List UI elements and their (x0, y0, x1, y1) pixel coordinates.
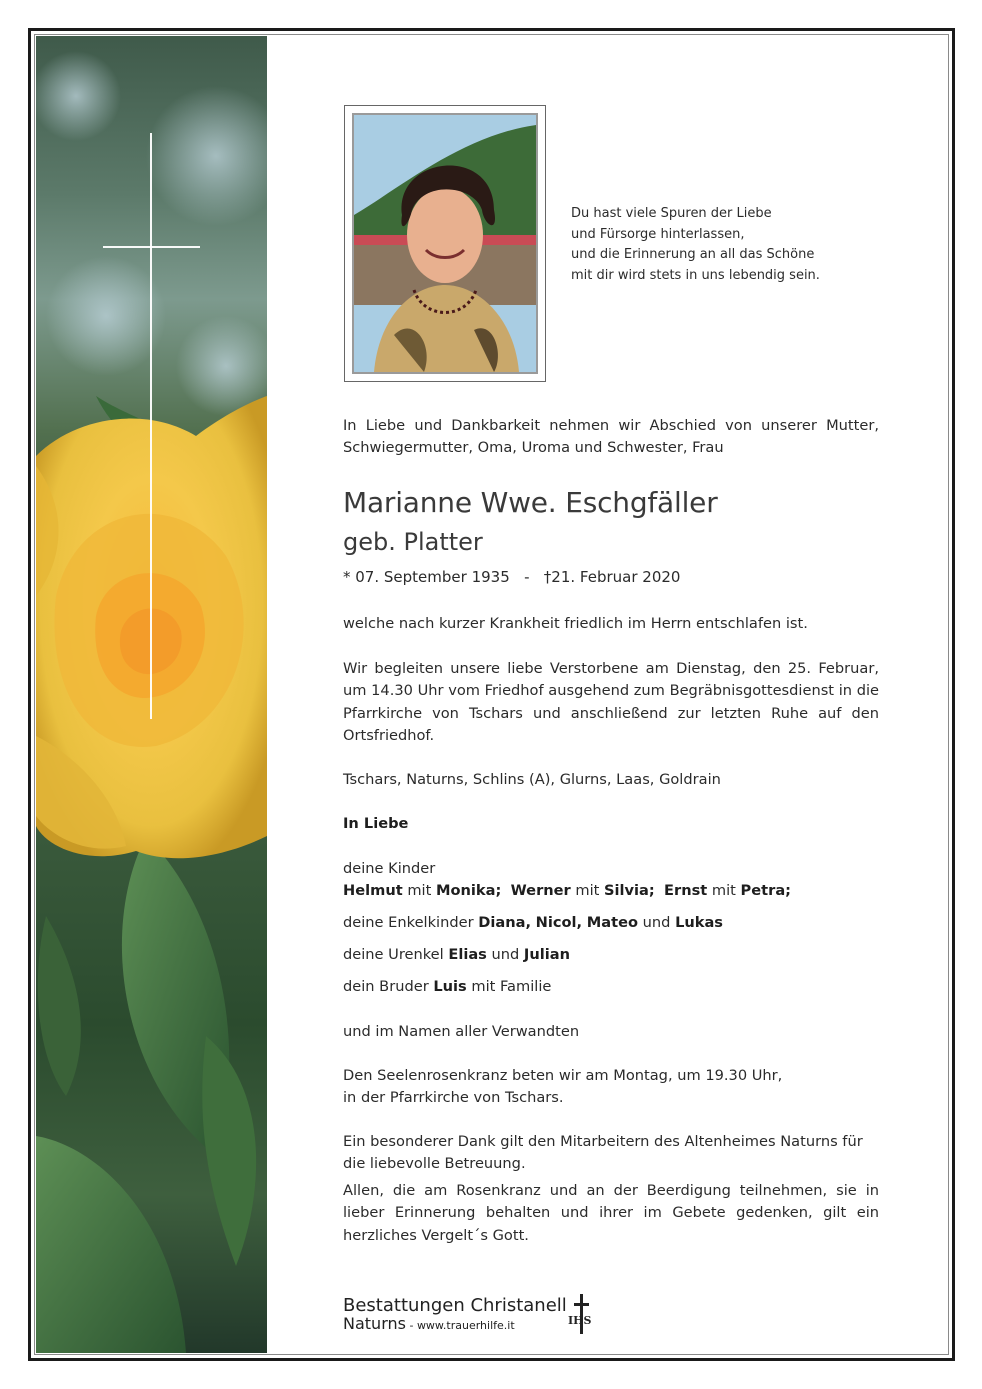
rosary-text (343, 1065, 879, 1110)
rosary-line: in der Pfarrkirche von Tschars. (343, 1089, 564, 1107)
partner-name: Monika (435, 882, 496, 899)
poem-line: und Fürsorge hinterlassen, (571, 226, 745, 242)
deceased-name: Marianne Wwe. Eschgfäller (343, 486, 718, 519)
brother-suffix: mit Familie (471, 978, 552, 995)
in-love-label: In Liebe (343, 815, 409, 832)
death-date: †21. Februar 2020 (543, 568, 681, 586)
closing-text: Allen, die am Rosenkranz und an der Beerdigung teilnehmen, sie in lieber Erinnerung behalten und ihrer im Gebete gedenken, gilt ein herzliches Vergelt´s Gott. (343, 1182, 879, 1244)
places-list: Tschars, Naturns, Schlins (A), Glurns, Laas, Goldrain (343, 771, 721, 788)
city-name: Naturns (343, 1314, 406, 1333)
brother-label: dein Bruder (343, 978, 429, 995)
funeral-text: Wir begleiten unsere liebe Verstorbene am Dienstag, den 25. Februar, um 14.30 Uhr vom Friedhof ausgehend zum Begräbnisgottesdienst in die Pfarrkirche von Tschars und anschließend zur letzten Ruhe auf den Ortsfriedhof. (343, 660, 879, 744)
rosary-line: Den Seelenrosenkranz beten wir am Montag, um 19.30 Uhr, (343, 1067, 783, 1084)
memorial-poem (571, 204, 871, 286)
child-name: Helmut (343, 882, 403, 899)
funeral-home-name: Bestattungen Christanell (343, 1295, 567, 1316)
life-dates (343, 568, 680, 586)
passing-text: welche nach kurzer Krankheit friedlich im Herrn entschlafen ist. (343, 615, 808, 632)
grandchild-name: Mateo (586, 914, 639, 931)
cross-vertical (150, 133, 152, 719)
date-separator: - (524, 568, 530, 586)
grandchild-name: Diana (478, 914, 526, 931)
birth-date: * 07. September 1935 (343, 568, 510, 586)
grandchild-name: Lukas (675, 914, 723, 931)
conjunction: und (491, 946, 520, 963)
partner-name: Silvia (604, 882, 649, 899)
conjunction: mit (711, 882, 736, 899)
website-separator: - (405, 1319, 417, 1332)
great-grandchild-name: Julian (523, 946, 570, 963)
poem-line: und die Erinnerung an all das Schöne (571, 247, 815, 262)
in-love-heading (343, 813, 879, 835)
funeral-home-logo-icon (566, 1294, 598, 1338)
grandchildren-line: deine Enkelkinder Diana, Nicol, Mateo und Lukas (343, 914, 723, 931)
separator: ; (648, 882, 655, 899)
grandchildren-label: deine Enkelkinder (343, 914, 474, 931)
funeral-home-city (343, 1314, 515, 1333)
brother-line (343, 976, 879, 998)
website-link[interactable]: www.trauerhilfe.it (416, 1319, 515, 1332)
partner-name: Petra (740, 882, 786, 899)
intro-text: In Liebe und Dankbarkeit nehmen wir Abschied von unserer Mutter, Schwiegermutter, Oma, Uroma und Schwester, Frau (343, 417, 879, 457)
portrait-frame (344, 105, 546, 382)
cross-horizontal (103, 246, 200, 248)
conjunction: mit (407, 882, 432, 899)
great-grandchildren-label: deine Urenkel (343, 946, 444, 963)
conjunction: und (642, 914, 671, 931)
rose-image-panel (36, 36, 267, 1353)
relatives-line: und im Namen aller Verwandten (343, 1023, 580, 1040)
svg-text:IHS: IHS (568, 1314, 592, 1327)
children-label: deine Kinder (343, 860, 436, 877)
great-grandchildren-line (343, 944, 879, 966)
separator: ; (495, 882, 502, 899)
portrait-photo (352, 113, 538, 374)
brother-name: Luis (433, 978, 467, 995)
thanks-text: Ein besonderer Dank gilt den Mitarbeitern des Altenheimes Naturns für die liebevolle Betreuung. (343, 1133, 863, 1173)
children-list (343, 880, 879, 902)
conjunction: mit (575, 882, 600, 899)
child-name: Ernst (664, 882, 708, 899)
poem-line: Du hast viele Spuren der Liebe (571, 206, 772, 221)
great-grandchild-name: Elias (448, 946, 487, 963)
separator: ; (785, 882, 792, 899)
grandchild-name: Nicol (535, 914, 577, 931)
child-name: Werner (510, 882, 571, 899)
maiden-name: geb. Platter (343, 528, 483, 556)
poem-line: mit dir wird stets in uns lebendig sein. (571, 267, 820, 283)
